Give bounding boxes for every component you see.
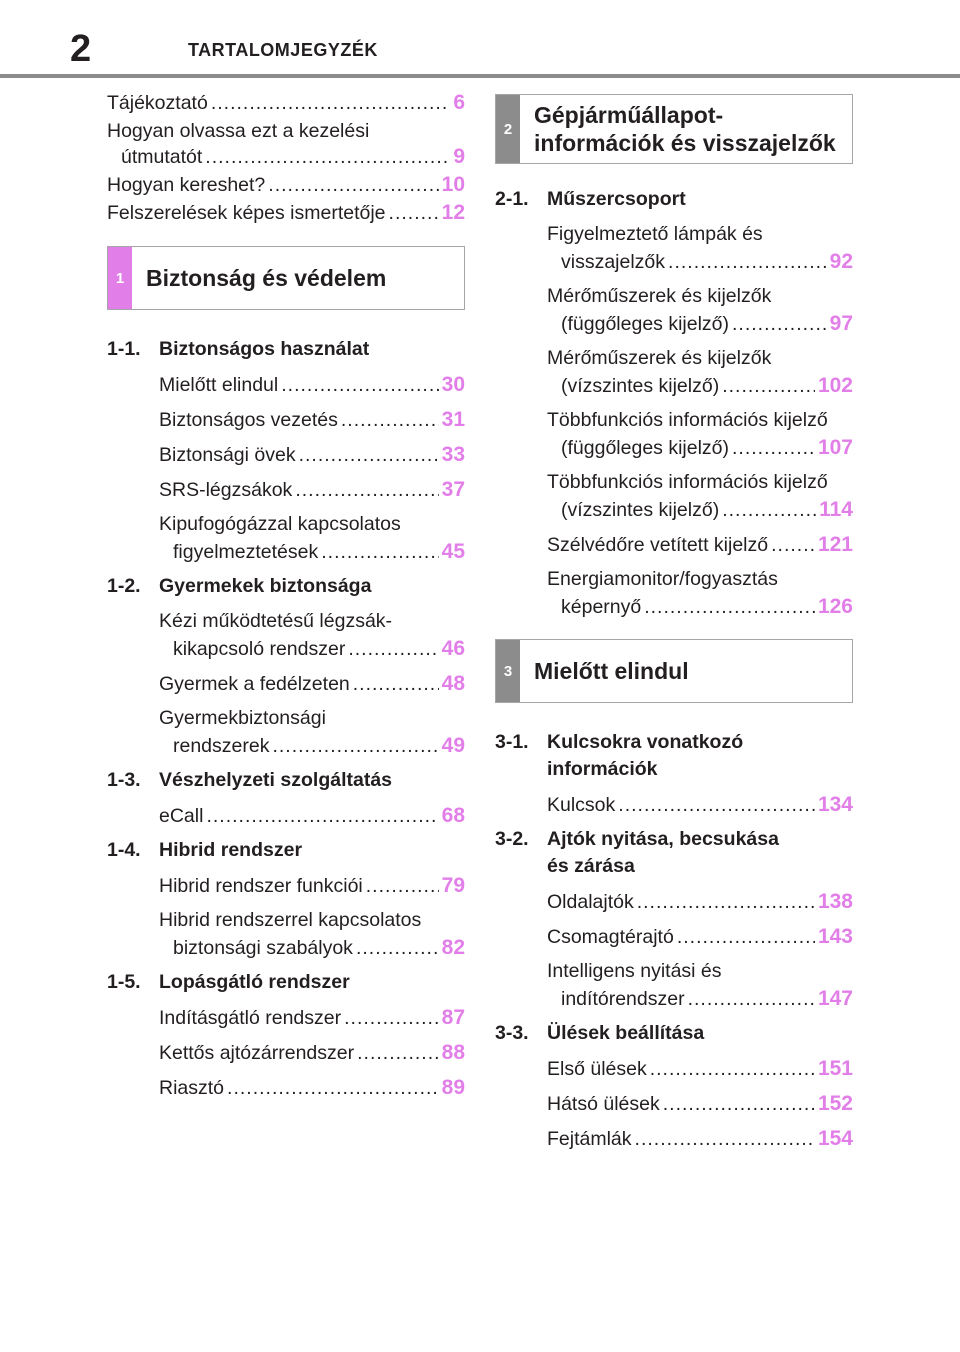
toc-entry-label: Gyermekbiztonsági [159, 707, 326, 729]
toc-entry-label: Csomagtérajtó [547, 926, 674, 948]
toc-entry-label: Fejtámlák [547, 1128, 632, 1150]
section-heading-1[interactable] [107, 246, 465, 310]
subsection-title: Hibrid rendszer [159, 839, 303, 861]
leader-dots [722, 373, 815, 400]
toc-entry[interactable] [159, 371, 465, 399]
toc-entry-page[interactable]: 10 [441, 173, 465, 196]
toc-entry-label: SRS-légzsákok [159, 479, 293, 501]
leader-dots [663, 1091, 815, 1118]
subsection-number: 1-3. [107, 769, 141, 791]
leader-dots [650, 1056, 815, 1083]
section-title-line1: Gépjárműállapot- [534, 102, 724, 128]
toc-entry-page[interactable]: 31 [441, 408, 465, 431]
leader-dots [299, 442, 439, 469]
subsection-title: Lopásgátló rendszer [159, 971, 350, 993]
toc-entry-label: Szélvédőre vetített kijelző [547, 534, 769, 556]
leader-dots [321, 539, 438, 566]
subsection-number: 1-2. [107, 575, 141, 597]
toc-entry-label: Mérőműszerek és kijelzők [547, 285, 772, 307]
leader-dots [227, 1075, 439, 1102]
toc-entry[interactable] [107, 172, 465, 198]
right-column [495, 90, 853, 1160]
toc-entry-page[interactable]: 102 [817, 374, 853, 397]
toc-entry-page[interactable]: 138 [817, 890, 853, 913]
toc-entry-label-continued: (vízszintes kijelző) [561, 499, 720, 521]
section-tab: 3 [496, 640, 520, 702]
toc-entry[interactable] [159, 1039, 465, 1067]
toc-entry-label: Hibrid rendszer funkciói [159, 875, 363, 897]
subsection-number: 3-2. [495, 828, 529, 850]
toc-entry-label: Első ülések [547, 1058, 647, 1080]
subsection-heading[interactable] [107, 573, 465, 600]
leader-dots [268, 172, 438, 198]
subsection-title: Kulcsokra vonatkozó [547, 731, 744, 753]
toc-entry[interactable] [547, 566, 853, 621]
subsection-title: Biztonságos használat [159, 338, 370, 360]
toc-entry[interactable] [547, 791, 853, 819]
toc-entry-page[interactable]: 147 [817, 987, 853, 1010]
toc-entry-page[interactable]: 134 [817, 793, 853, 816]
leader-dots [771, 532, 815, 559]
leader-dots [688, 986, 815, 1013]
toc-entry-label: Felszerelések képes ismertetője [107, 202, 386, 224]
toc-entry-label: Energiamonitor/fogyasztás [547, 568, 778, 590]
toc-entry[interactable] [107, 90, 465, 116]
toc-entry-label: Kulcsok [547, 794, 616, 816]
toc-entry-label-continued: biztonsági szabályok [173, 937, 353, 959]
toc-entry[interactable] [159, 872, 465, 900]
toc-entry-label-continued: figyelmeztetések [173, 541, 319, 563]
toc-entry[interactable] [159, 511, 465, 566]
subsection-title: Gyermekek biztonsága [159, 575, 372, 597]
subsection-title: Műszercsoport [547, 188, 686, 210]
left-column [107, 90, 465, 1109]
toc-entry[interactable] [547, 345, 853, 400]
leader-dots [211, 90, 451, 116]
toc-entry-label: Indításgátló rendszer [159, 1007, 342, 1029]
toc-entry[interactable] [159, 406, 465, 434]
leader-dots [357, 1040, 439, 1067]
toc-entry-label: Gyermek a fedélzeten [159, 673, 350, 695]
section-title: Biztonság és védelem [146, 265, 387, 291]
toc-entry[interactable] [159, 907, 465, 962]
leader-dots [637, 889, 815, 916]
subsection-number: 2-1. [495, 188, 529, 210]
toc-entry-label: eCall [159, 805, 204, 827]
leader-dots [635, 1126, 815, 1153]
subsection-title-line2: információk [547, 758, 658, 780]
toc-entry-label: Mielőtt elindul [159, 374, 279, 396]
leader-dots [272, 733, 438, 760]
leader-dots [206, 803, 438, 830]
toc-entry-page[interactable]: 30 [441, 373, 465, 396]
toc-entry-page[interactable]: 82 [441, 936, 465, 959]
toc-entry-label: Hibrid rendszerrel kapcsolatos [159, 909, 422, 931]
page-number: 2 [70, 28, 92, 70]
toc-entry-page[interactable]: 154 [817, 1127, 853, 1150]
toc-entry-page[interactable]: 114 [819, 498, 853, 521]
leader-dots [722, 497, 816, 524]
toc-entry[interactable] [159, 705, 465, 760]
toc-entry-page[interactable]: 87 [441, 1006, 465, 1029]
page-title: TARTALOMJEGYZÉK [188, 40, 378, 60]
subsection-title: Vészhelyzeti szolgáltatás [159, 769, 393, 791]
toc-entry-label: Mérőműszerek és kijelzők [547, 347, 772, 369]
toc-entry[interactable] [547, 221, 853, 276]
toc-entry-page[interactable]: 79 [441, 874, 465, 897]
toc-entry-label: Tájékoztató [107, 92, 208, 114]
toc-entry-label: Hogyan olvassa ezt a kezelési [107, 120, 370, 142]
leader-dots [677, 924, 815, 951]
toc-entry-label: Biztonságos vezetés [159, 409, 338, 431]
toc-entry-label: Hátsó ülések [547, 1093, 660, 1115]
toc-entry[interactable] [547, 1055, 853, 1083]
toc-entry-page[interactable]: 126 [817, 595, 853, 618]
toc-entry-label: Oldalajtók [547, 891, 634, 913]
toc-entry-page[interactable]: 121 [817, 533, 853, 556]
subsection-heading[interactable] [495, 186, 853, 213]
subsection-heading[interactable] [107, 767, 465, 794]
toc-entry-page[interactable]: 89 [441, 1076, 465, 1099]
toc-entry-label: Többfunkciós információs kijelző [547, 471, 828, 493]
toc-entry-page[interactable]: 88 [441, 1041, 465, 1064]
toc-entry-label: Többfunkciós információs kijelző [547, 409, 828, 431]
toc-entry-page[interactable]: 92 [829, 250, 853, 273]
toc-entry[interactable] [547, 888, 853, 916]
toc-entry-label: Hogyan kereshet? [107, 174, 266, 196]
toc-entry-label-continued: kikapcsoló rendszer [173, 638, 346, 660]
toc-entry-page[interactable]: 6 [453, 91, 465, 114]
toc-entry[interactable] [547, 283, 853, 338]
toc-entry[interactable] [547, 923, 853, 951]
subsection-number: 3-3. [495, 1022, 529, 1044]
toc-entry-label: Kettős ajtózárrendszer [159, 1042, 355, 1064]
toc-entry[interactable] [547, 958, 853, 1013]
toc-entry-label-continued: (vízszintes kijelző) [561, 375, 720, 397]
leader-dots [205, 144, 450, 170]
toc-entry-label: Intelligens nyitási és [547, 960, 722, 982]
toc-entry[interactable] [547, 1090, 853, 1118]
subsection-number: 1-1. [107, 338, 141, 360]
toc-entry-label-continued: visszajelzők [561, 251, 666, 273]
toc-entry[interactable] [159, 476, 465, 504]
toc-entry-label: Riasztó [159, 1077, 225, 1099]
toc-entry-label-continued: indítórendszer [561, 988, 685, 1010]
toc-entry-page[interactable]: 45 [441, 540, 465, 563]
section-tab: 1 [108, 247, 132, 309]
subsection-heading[interactable] [495, 729, 853, 783]
toc-entry-label-continued: képernyő [561, 596, 642, 618]
toc-entry[interactable] [159, 1004, 465, 1032]
toc-entry-page[interactable]: 9 [453, 145, 465, 168]
toc-entry[interactable] [547, 469, 853, 524]
toc-entry-page[interactable]: 49 [441, 734, 465, 757]
subsection-heading[interactable] [107, 837, 465, 864]
toc-entry-page[interactable]: 143 [817, 925, 853, 948]
leader-dots [389, 200, 439, 226]
toc-entry-page[interactable]: 33 [441, 443, 465, 466]
leader-dots [344, 1005, 439, 1032]
subsection-number: 3-1. [495, 731, 529, 753]
toc-entry-label-continued: rendszerek [173, 735, 270, 757]
toc-entry-page[interactable]: 107 [817, 436, 853, 459]
subsection-heading[interactable] [107, 336, 465, 363]
toc-entry-page[interactable]: 68 [441, 804, 465, 827]
section-title: Mielőtt elindul [534, 658, 689, 684]
section-heading-3[interactable] [495, 639, 853, 703]
leader-dots [348, 636, 438, 663]
leader-dots [356, 935, 439, 962]
toc-entry[interactable] [547, 531, 853, 559]
toc-entry-label: Kézi működtetésű légzsák- [159, 610, 393, 632]
leader-dots [353, 671, 439, 698]
toc-entry[interactable] [159, 1074, 465, 1102]
toc-entry-label-continued: (függőleges kijelző) [561, 437, 730, 459]
header-rule [0, 74, 960, 78]
leader-dots [668, 249, 827, 276]
toc-entry[interactable] [159, 802, 465, 830]
leader-dots [295, 477, 438, 504]
subsection-heading[interactable] [495, 826, 853, 880]
subsection-heading[interactable] [495, 1020, 853, 1047]
section-tab: 2 [496, 95, 520, 163]
subsection-number: 1-4. [107, 839, 141, 861]
section-title-line2: információk és visszajelzők [534, 130, 836, 156]
leader-dots [618, 792, 815, 819]
toc-entry-page[interactable]: 46 [441, 637, 465, 660]
toc-entry-label-continued: útmutatót [121, 146, 203, 168]
subsection-title: Ülések beállítása [547, 1022, 705, 1044]
leader-dots [732, 311, 827, 338]
toc-entry[interactable] [107, 118, 465, 170]
leader-dots [341, 407, 439, 434]
toc-entry-label: Biztonsági övek [159, 444, 296, 466]
toc-entry[interactable] [107, 200, 465, 226]
toc-entry-page[interactable]: 37 [441, 478, 465, 501]
toc-entry-label: Figyelmeztető lámpák és [547, 223, 763, 245]
subsection-number: 1-5. [107, 971, 141, 993]
toc-entry-page[interactable]: 12 [441, 201, 465, 224]
subsection-title-line2: és zárása [547, 855, 635, 877]
toc-entry-page[interactable]: 48 [441, 672, 465, 695]
leader-dots [281, 372, 438, 399]
section-title [520, 95, 848, 163]
toc-entry[interactable] [159, 608, 465, 663]
toc-entry-page[interactable]: 151 [817, 1057, 853, 1080]
toc-entry-label: Kipufogógázzal kapcsolatos [159, 513, 401, 535]
toc-entry[interactable] [159, 670, 465, 698]
toc-entry[interactable] [159, 441, 465, 469]
leader-dots [366, 873, 439, 900]
subsection-title: Ajtók nyitása, becsukása [547, 828, 779, 850]
leader-dots [732, 435, 815, 462]
toc-entry-page[interactable]: 152 [817, 1092, 853, 1115]
leader-dots [644, 594, 815, 621]
toc-entry-page[interactable]: 97 [829, 312, 853, 335]
toc-entry-label-continued: (függőleges kijelző) [561, 313, 730, 335]
toc-entry[interactable] [547, 407, 853, 462]
section-heading-2[interactable] [495, 94, 853, 164]
subsection-heading[interactable] [107, 969, 465, 996]
toc-entry[interactable] [547, 1125, 853, 1153]
